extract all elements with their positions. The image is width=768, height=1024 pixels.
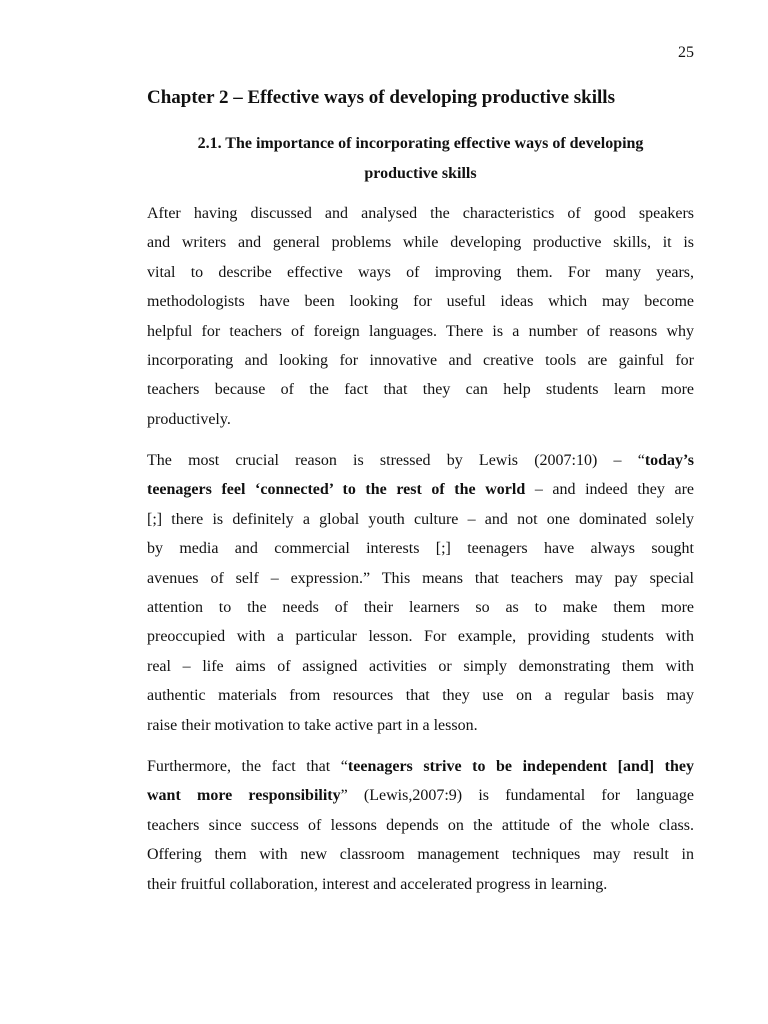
paragraph-line: attention to the needs of their learners so as to make them more [147, 599, 694, 617]
paragraph-line: their fruitful collaboration, interest and accelerated progress in learning. [147, 875, 608, 893]
paragraph-line: incorporating and looking for innovative and creative tools are gainful for [147, 352, 694, 370]
paragraph-line: raise their motivation to take active part in a lesson. [147, 716, 478, 734]
page-number: 25 [678, 44, 694, 61]
section-title [147, 129, 694, 188]
section-title-line-2: productive skills [364, 164, 477, 182]
text-run: ” (Lewis,2007:9) is fundamental for language [340, 787, 694, 805]
paragraph-line: Offering them with new classroom management techniques may result in [147, 846, 694, 864]
paragraph-line: helpful for teachers of foreign languages. There is a number of reasons why [147, 322, 694, 340]
paragraph-line: vital to describe effective ways of improving them. For many years, [147, 263, 694, 281]
paragraph-2 [147, 446, 694, 740]
quote-bold: teenagers feel ‘connected’ to the rest of the world [147, 481, 526, 499]
quote-bold: teenagers strive to be independent [and] they [347, 758, 695, 775]
paragraph-line: real – life aims of assigned activities or simply demonstrating them with [147, 657, 694, 675]
paragraph-line: authentic materials from resources that they use on a regular basis may [147, 687, 694, 705]
paragraph-line: teachers because of the fact that they can help students learn more [147, 381, 694, 399]
paragraph-line: by media and commercial interests [;] teenagers have always sought [147, 540, 694, 558]
chapter-title: Chapter 2 – Effective ways of developing productive skills [147, 87, 615, 108]
section-title-line-1: 2.1. The importance of incorporating effective ways of developing [197, 135, 644, 152]
paragraph-line: and writers and general problems while developing productive skills, it is [147, 234, 694, 252]
paragraph-line: methodologists have been looking for useful ideas which may become [147, 293, 694, 311]
paragraph-3 [147, 752, 694, 899]
paragraph-line [147, 752, 694, 781]
paragraph-line: After having discussed and analysed the characteristics of good speakers [147, 205, 694, 222]
paragraph-line: preoccupied with a particular lesson. For example, providing students with [147, 628, 694, 646]
paragraph-line: avenues of self – expression.” This means that teachers may pay special [147, 569, 694, 587]
text-run: – and indeed they are [525, 481, 695, 499]
quote-bold: want more responsibility [147, 787, 341, 805]
paragraph-line: productively. [147, 410, 231, 428]
paragraph-line [147, 475, 694, 504]
paragraph-line: [;] there is definitely a global youth culture – and not one dominated solely [147, 510, 694, 528]
paragraph-line [147, 446, 694, 475]
text-run: The most crucial reason is stressed by Lewis (2007:10) – “ [147, 452, 645, 469]
paragraph-line: teachers since success of lessons depends on the attitude of the whole class. [147, 816, 694, 834]
paragraph-1 [147, 199, 694, 434]
paragraph-line [147, 781, 694, 810]
quote-bold: today’s [644, 452, 694, 469]
text-run: Furthermore, the fact that “ [147, 758, 348, 775]
